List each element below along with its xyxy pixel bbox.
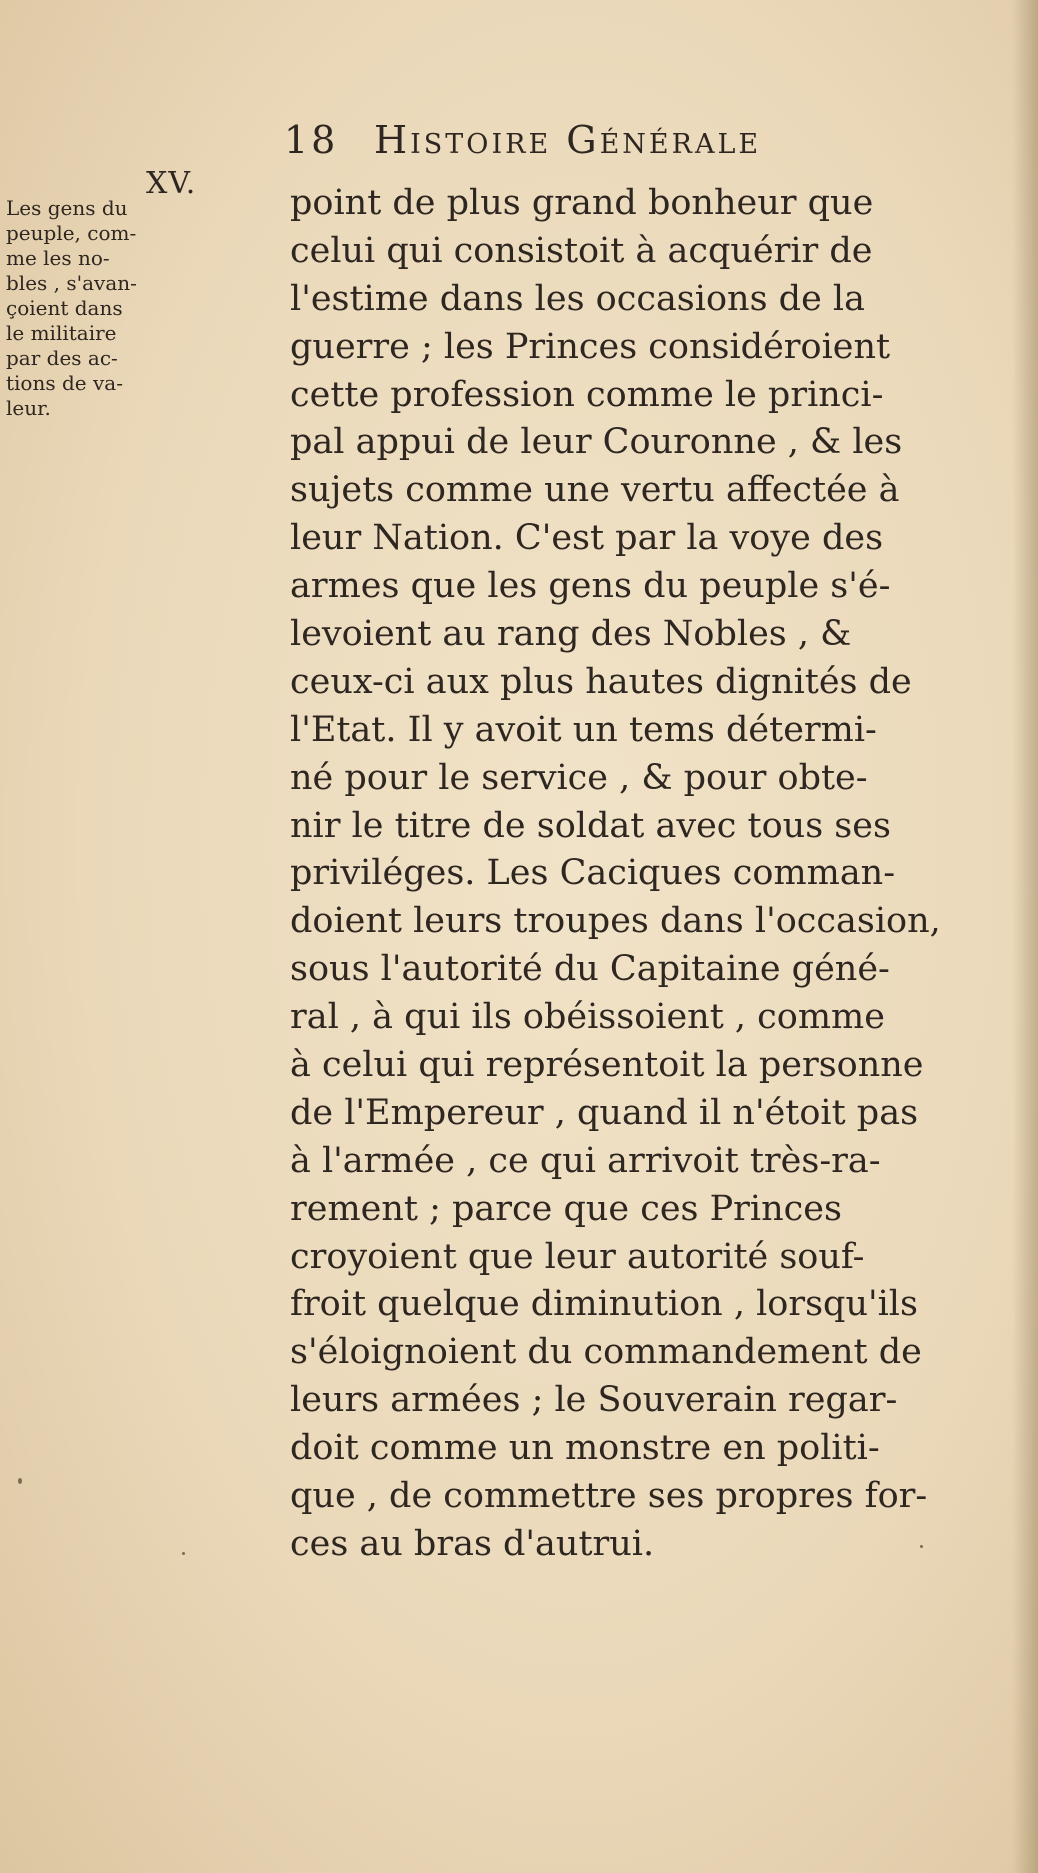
- text-line: celui qui consistoit à acquérir de: [290, 230, 873, 271]
- margin-note-line: bles , s'avan-: [6, 271, 137, 295]
- running-title: Histoire Générale: [374, 118, 762, 162]
- text-line: cette profession comme le princi-: [290, 374, 884, 415]
- text-line: point de plus grand bonheur que: [290, 183, 874, 223]
- margin-note-line: Les gens du: [6, 196, 128, 220]
- text-line: sous l'autorité du Capitaine géné-: [290, 949, 890, 990]
- text-line: doit comme un monstre en politi-: [290, 1428, 880, 1469]
- margin-note-line: tions de va-: [6, 371, 123, 395]
- text-line: rement ; parce que ces Princes: [290, 1188, 842, 1229]
- text-line: nir le titre de soldat avec tous ses: [290, 805, 891, 846]
- paper-speck: [920, 1545, 923, 1548]
- text-line: levoient au rang des Nobles , &: [290, 614, 852, 655]
- section-number: XV.: [146, 166, 197, 201]
- margin-note-line: leur.: [6, 396, 51, 420]
- text-line: l'Etat. Il y avoit un tems détermi-: [290, 709, 877, 750]
- text-line: ceux-ci aux plus hautes dignités de: [290, 661, 912, 702]
- margin-note-line: par des ac-: [6, 346, 118, 370]
- margin-note-line: me les no-: [6, 246, 110, 270]
- text-line: croyoient que leur autorité souf-: [290, 1236, 865, 1277]
- text-line: guerre ; les Princes considéroient: [290, 326, 891, 367]
- margin-note-line: le militaire: [6, 321, 117, 345]
- text-line: né pour le service , & pour obte-: [290, 757, 868, 798]
- margin-note-line: peuple, com-: [6, 221, 137, 245]
- text-line: armes que les gens du peuple s'é-: [290, 566, 891, 607]
- text-line: sujets comme une vertu affectée à: [290, 470, 900, 511]
- text-line: ral , à qui ils obéissoient , comme: [290, 997, 885, 1038]
- text-line: leur Nation. C'est par la voye des: [290, 518, 884, 559]
- text-line: l'estime dans les occasions de la: [290, 278, 865, 319]
- text-line: à l'armée , ce qui arrivoit très-ra-: [290, 1140, 881, 1181]
- text-line: priviléges. Les Caciques comman-: [290, 853, 896, 894]
- text-line: pal appui de leur Couronne , & les: [290, 422, 903, 463]
- body-text: [290, 180, 990, 1569]
- text-line: doient leurs troupes dans l'occasion,: [290, 901, 941, 942]
- text-line: de l'Empereur , quand il n'étoit pas: [290, 1092, 919, 1133]
- page-number: 18: [284, 118, 339, 162]
- text-line: ces au bras d'autrui.: [290, 1523, 655, 1564]
- text-line: leurs armées ; le Souverain regar-: [290, 1380, 898, 1421]
- running-header: [284, 118, 944, 168]
- margin-note-line: çoient dans: [6, 296, 123, 320]
- page-edge-shadow: [1012, 0, 1038, 1873]
- text-line: que , de commettre ses propres for-: [290, 1476, 928, 1517]
- paper-speck: [18, 1478, 22, 1484]
- paper-speck: [182, 1552, 185, 1555]
- margin-note: [6, 196, 276, 421]
- text-line: à celui qui représentoit la personne: [290, 1045, 924, 1086]
- text-line: s'éloignoient du commandement de: [290, 1332, 922, 1373]
- text-line: froit quelque diminution , lorsqu'ils: [290, 1284, 918, 1325]
